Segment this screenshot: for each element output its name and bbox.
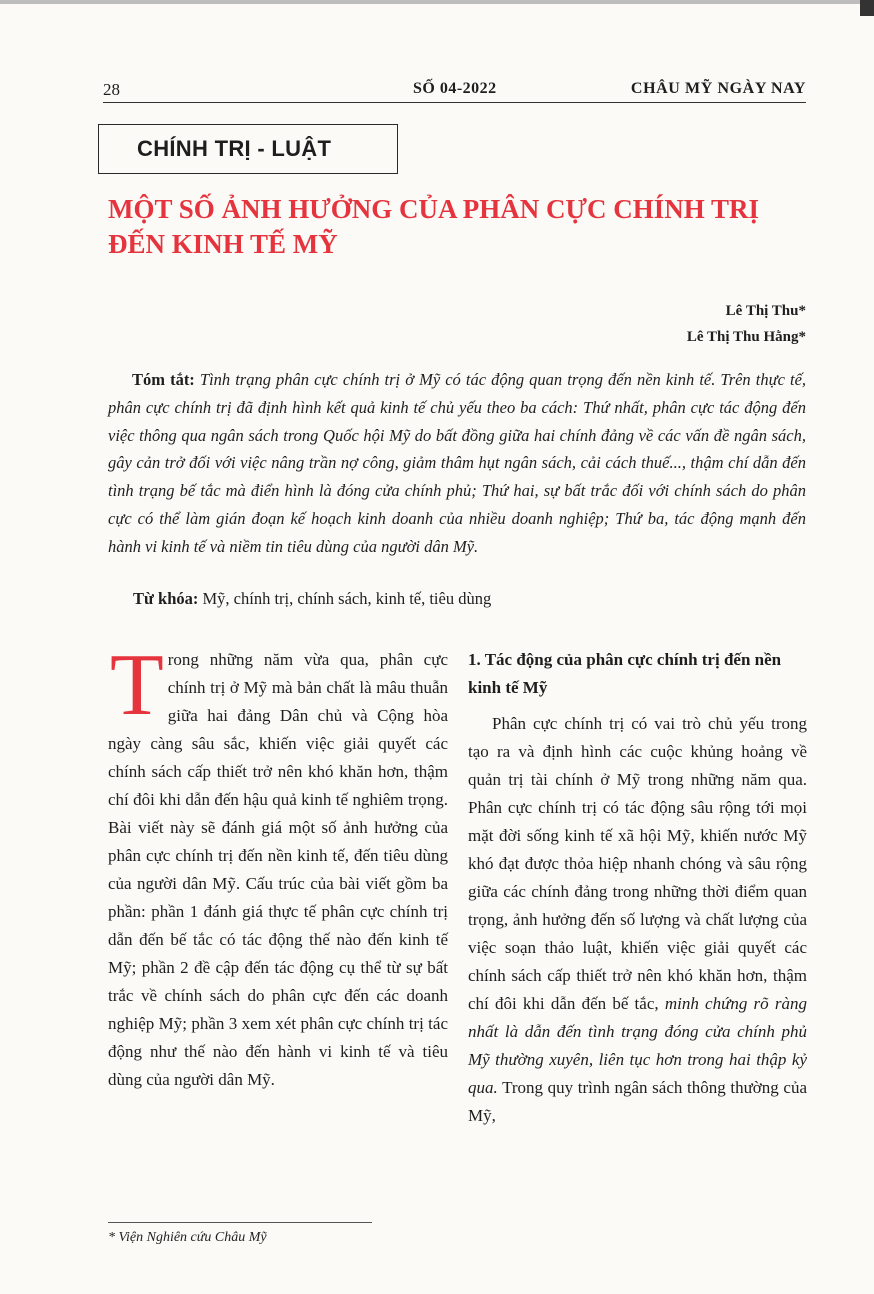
issue-number: SỐ 04-2022 bbox=[413, 80, 497, 97]
section1-heading: 1. Tác động của phân cực chính trị đến nền kinh tế Mỹ bbox=[468, 650, 782, 697]
footnote-rule bbox=[108, 1222, 372, 1223]
journal-name: CHÂU MỸ NGÀY NAY bbox=[630, 80, 806, 97]
page-number: 28 bbox=[103, 80, 120, 99]
abstract bbox=[108, 366, 806, 561]
abstract-text: Tình trạng phân cực chính trị ở Mỹ có tác động quan trọng đến nền kinh tế. Trên thực tế, phân cực chính trị đã định hình kết quả kinh tế chủ yếu theo ba cách: Thứ nhất, phân cực tác động đến việc thông qua ngân sách trong Quốc hội Mỹ do bất đồng giữa hai chính đảng về các vấn đề ngân sách, gây cản trở đối với việc nâng trần nợ công, giảm thâm hụt ngân sách, cải cách thuế..., thậm chí dẫn đến tình trạng bế tắc mà điển hình là đóng cửa chính phủ; Thứ hai, sự bất trắc đối với chính sách do phân cực có thể làm gián đoạn kế hoạch kinh doanh của nhiều doanh nghiệp; Thứ ba, tác động mạnh đến hành vi kinh tế và niềm tin tiêu dùng của người dân Mỹ. bbox=[108, 370, 807, 556]
footnote: * Viện Nghiên cứu Châu Mỹ bbox=[108, 1230, 267, 1245]
top-edge-line bbox=[0, 0, 860, 4]
author-1: Lê Thị Thu* bbox=[725, 303, 806, 319]
abstract-label: Tóm tắt: bbox=[132, 370, 195, 389]
intro-column bbox=[108, 637, 448, 1094]
running-header bbox=[103, 80, 806, 102]
section1-column bbox=[468, 646, 807, 1130]
drop-cap: T bbox=[110, 637, 164, 734]
section1-paragraph bbox=[468, 710, 807, 1130]
section-label-box bbox=[98, 124, 398, 174]
article-title: MỘT SỐ ẢNH HƯỞNG CỦA PHÂN CỰC CHÍNH TRỊ ĐẾN KINH TẾ MỸ bbox=[108, 194, 760, 259]
author-list bbox=[687, 298, 806, 350]
keywords bbox=[133, 589, 491, 609]
section-label: CHÍNH TRỊ - LUẬT bbox=[137, 136, 332, 161]
section1-text-a: Phân cực chính trị có vai trò chủ yếu trong tạo ra và định hình các cuộc khủng hoảng về quản trị tài chính ở Mỹ trong những năm qua. Phân cực chính trị có tác động sâu rộng tới mọi mặt đời sống kinh tế xã hội Mỹ, khiến nước Mỹ khó đạt được thỏa hiệp nhanh chóng và sâu rộng giữa các chính đảng trong những thời điểm quan trọng, ảnh hưởng đến số lượng và chất lượng của việc soạn thảo luật, khiến việc giải quyết các chính sách cấp thiết trở nên khó khăn hơn, thậm chí đôi khi dẫn đến bế tắc, bbox=[468, 714, 807, 1013]
keywords-label: Từ khóa: bbox=[133, 589, 199, 608]
intro-text: rong những năm vừa qua, phân cực chính trị ở Mỹ mà bản chất là mâu thuẫn giữa hai đảng Dân chủ và Cộng hòa ngày càng sâu sắc, khiến việc giải quyết các chính sách cấp thiết trở nên khó khăn hơn, thậm chí đôi khi dẫn đến hậu quả kinh tế nghiêm trọng. Bài viết này sẽ đánh giá một số ảnh hưởng của phân cực chính trị đến nền kinh tế, đến tiêu dùng của người dân Mỹ. Cấu trúc của bài viết gồm ba phần: phần 1 đánh giá thực tế phân cực chính trị dẫn đến bế tắc có tác động thế nào đến kinh tế Mỹ; phần 2 đề cập đến tác động cụ thể từ sự bất trắc về chính sách do phân cực đến các doanh nghiệp Mỹ; phần 3 xem xét phân cực chính trị tác động như thế nào đến hành vi kinh tế và tiêu dùng của người dân Mỹ. bbox=[108, 650, 448, 1089]
section1-text-italic: minh chứng rõ ràng nhất là dẫn đến tình trạng đóng cửa chính phủ Mỹ thường xuyên, liên tục hơn trong hai thập kỷ qua. bbox=[468, 994, 807, 1097]
header-rule bbox=[103, 102, 806, 103]
corner-mark bbox=[860, 0, 874, 16]
section1-text-b: Trong quy trình ngân sách thông thường của Mỹ, bbox=[468, 1078, 807, 1125]
author-2: Lê Thị Thu Hằng* bbox=[686, 329, 806, 345]
intro-paragraph bbox=[108, 637, 448, 1094]
keywords-text: Mỹ, chính trị, chính sách, kinh tế, tiêu dùng bbox=[202, 589, 492, 608]
